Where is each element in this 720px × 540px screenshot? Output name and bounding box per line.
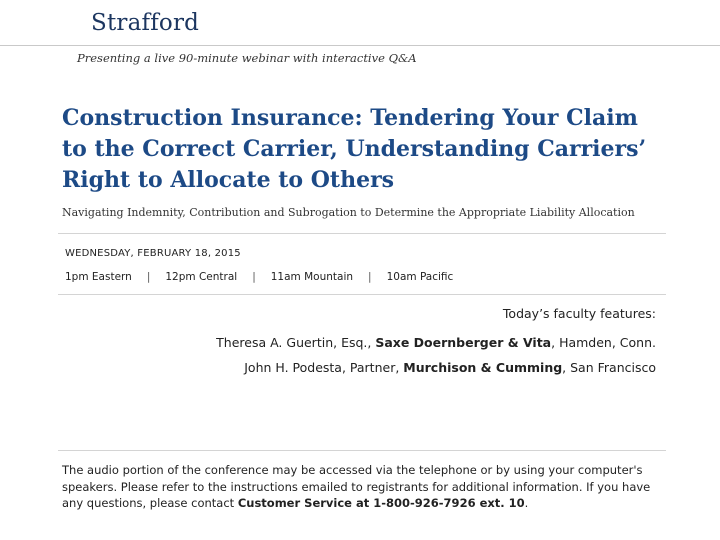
time-separator: | [252, 271, 256, 283]
tagline: Presenting a live 90-minute webinar with interactive Q&A [77, 51, 417, 65]
time-pacific: 10am Pacific [386, 271, 454, 283]
speaker-1-firm: Saxe Doernberger & Vita [375, 335, 552, 350]
header-divider [0, 45, 720, 46]
speaker-2-name: John H. Podesta, Partner, [244, 360, 404, 375]
speaker-1-location: , Hamden, Conn. [551, 335, 656, 350]
speaker-1-name: Theresa A. Guertin, Esq., [216, 335, 376, 350]
strafford-logo: Strafford [91, 10, 200, 36]
webinar-times [65, 271, 453, 283]
footer-text: The audio portion of the conference may be accessed via the telephone or by using your computer's speakers. Please refer to the instructions emailed to registrants for additional information. If you have any questions, please contact [62, 463, 651, 510]
time-separator: | [146, 271, 151, 283]
faculty-heading: Today’s faculty features: [502, 306, 656, 321]
webinar-date: WEDNESDAY, FEBRUARY 18, 2015 [65, 248, 241, 259]
time-mountain: 11am Mountain [270, 271, 354, 283]
time-eastern: 1pm Eastern [65, 271, 132, 283]
divider-middle [58, 294, 666, 295]
title-line-1: Construction Insurance: Tendering Your Claim [62, 105, 638, 131]
speaker-1 [216, 335, 656, 350]
divider-top [58, 233, 666, 234]
footer-note [62, 462, 672, 512]
divider-bottom [58, 450, 666, 451]
speaker-2 [244, 360, 656, 375]
speaker-2-firm: Murchison & Cumming [403, 360, 563, 375]
title-line-2: to the Correct Carrier, Understanding Carriers’ [62, 136, 647, 162]
title-line-3: Right to Allocate to Others [62, 167, 395, 193]
webinar-title [62, 103, 702, 196]
customer-service-contact: Customer Service at 1-800-926-7926 ext. 10 [237, 496, 525, 510]
time-central: 12pm Central [165, 271, 238, 283]
webinar-subtitle: Navigating Indemnity, Contribution and Subrogation to Determine the Appropriate Liability Allocation [62, 206, 635, 219]
footer-end: . [524, 496, 529, 510]
speaker-2-location: , San Francisco [562, 360, 656, 375]
time-separator: | [368, 271, 372, 283]
